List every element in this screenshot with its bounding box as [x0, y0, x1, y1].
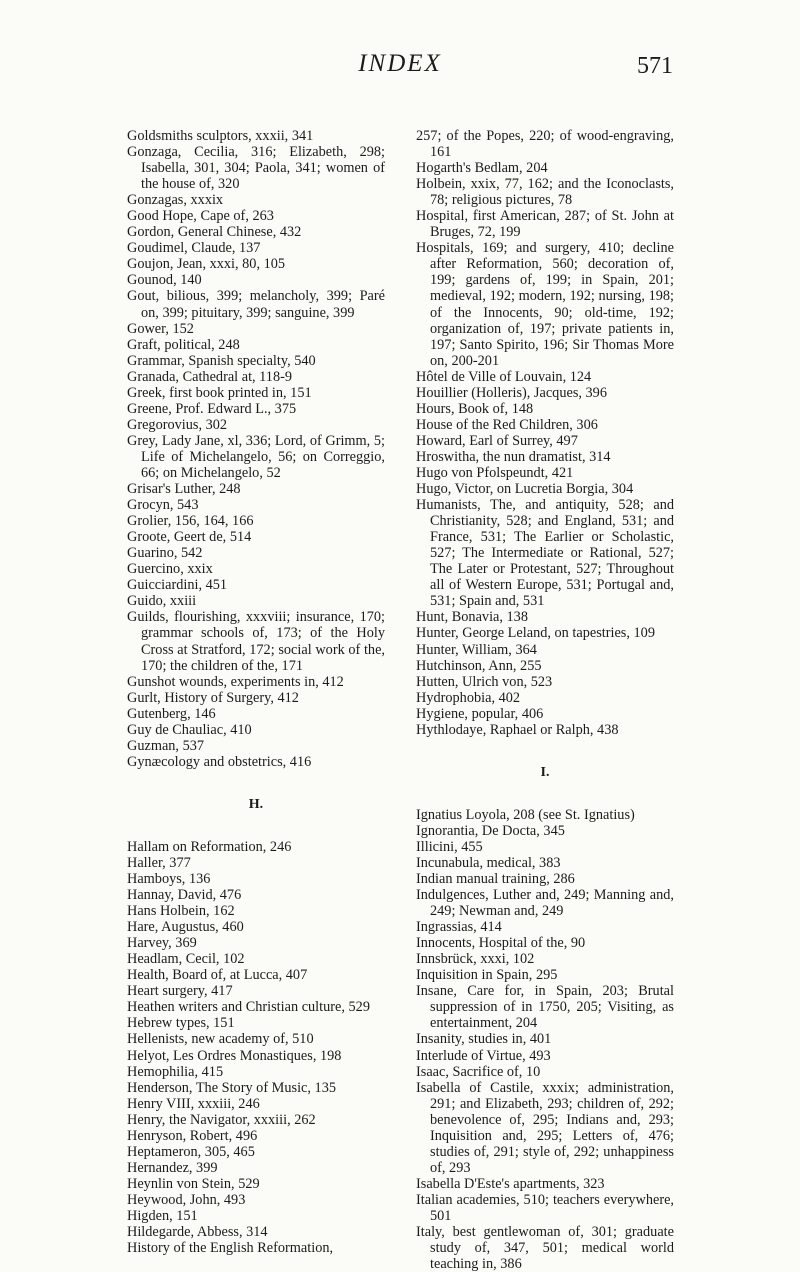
index-entry: Higden, 151: [127, 1208, 198, 1224]
index-entry: Hythlodaye, Raphael or Ralph, 438: [416, 721, 619, 738]
entry-list-g: [127, 128, 385, 770]
index-entry: Heptameron, 305, 465: [127, 1143, 255, 1160]
index-entry: Good Hope, Cape of, 263: [127, 208, 274, 225]
index-entry: Heynlin von Stein, 529: [127, 1175, 260, 1192]
index-entry: Greene, Prof. Edward L., 375: [127, 400, 297, 417]
index-entry: Hildegarde, Abbess, 314: [127, 1224, 268, 1241]
index-entry: Ignorantia, De Docta, 345: [416, 822, 565, 839]
index-entry: Hutten, Ulrich von, 523: [416, 673, 553, 690]
index-entry: Hunter, George Leland, on tapestries, 109: [416, 625, 655, 642]
index-entry: Innsbrück, xxxi, 102: [416, 951, 535, 968]
index-entry: Houillier (Holleris), Jacques, 396: [416, 384, 607, 401]
index-entry: Henry VIII, xxxiii, 246: [127, 1095, 260, 1112]
index-entry: Innocents, Hospital of the, 90: [416, 935, 586, 952]
index-entry: Henderson, The Story of Music, 135: [127, 1079, 337, 1096]
index-entry: Isaac, Sacrifice of, 10: [416, 1063, 541, 1080]
index-entry: Goudimel, Claude, 137: [127, 240, 261, 257]
index-entry: Gonzagas, xxxix: [127, 192, 224, 209]
index-entry: House of the Red Children, 306: [416, 416, 598, 433]
index-entry: Grocyn, 543: [127, 497, 199, 514]
index-entry: Indian manual training, 286: [416, 871, 575, 888]
index-entry: Guarino, 542: [127, 545, 203, 562]
index-entry: Grammar, Spanish specialty, 540: [127, 352, 316, 369]
index-entry: Guido, xxiii: [127, 593, 197, 610]
index-column-right: [416, 128, 674, 1272]
index-entry: Hans Holbein, 162: [127, 903, 235, 920]
index-entry: Helyot, Les Ordres Monastiques, 198: [127, 1047, 342, 1064]
entry-list-h: [127, 839, 385, 1256]
index-entry: Indulgences, Luther and, 249; Manning and, 249; Newman and, 249: [416, 887, 674, 920]
index-entry: Illicini, 455: [416, 838, 483, 855]
section-letter-i: I.: [540, 764, 550, 780]
index-entry: Hernandez, 399: [127, 1159, 218, 1176]
index-entry: Italy, best gentlewoman of, 301; graduate study of, 347, 501; medical world teaching in, 386: [416, 1224, 674, 1272]
index-entry: Grolier, 156, 164, 166: [127, 513, 254, 530]
index-entry: Granada, Cathedral at, 118-9: [127, 368, 293, 385]
index-entry: Gurlt, History of Surgery, 412: [127, 689, 299, 706]
index-entry: Interlude of Virtue, 493: [416, 1047, 551, 1064]
index-entry: Incunabula, medical, 383: [416, 854, 561, 871]
index-entry: Goujon, Jean, xxxi, 80, 105: [127, 256, 286, 273]
index-entry: Health, Board of, at Lucca, 407: [127, 967, 308, 984]
index-entry: Humanists, The, and antiquity, 528; and Christianity, 528; and England, 531; and France, 531; The Earlier or Scholastic, 527; The Intermediate or Rational, 527; The Later or Protestant, 527; Throughout all of Western Europe, 531; Portugal and, 531; Spain and, 531: [416, 497, 674, 610]
index-entry: Hannay, David, 476: [127, 887, 242, 904]
index-entry: Insanity, studies in, 401: [416, 1031, 552, 1048]
index-entry: Gower, 152: [127, 320, 194, 337]
index-entry: Guilds, flourishing, xxxviii; insurance, 170; grammar schools of, 173; of the Holy Cross at Stratford, 172; social work of the, 170; the children of the, 171: [127, 609, 385, 674]
index-entry: Guicciardini, 451: [127, 577, 228, 594]
index-entry: Gout, bilious, 399; melancholy, 399; Paré on, 399; pituitary, 399; sanguine, 399: [127, 288, 385, 321]
page-number: 571: [637, 53, 673, 79]
index-entry: Isabella D'Este's apartments, 323: [416, 1175, 605, 1192]
entry-list-i: [416, 807, 674, 1272]
section-letter-h: H.: [248, 796, 264, 812]
index-entry: 257; of the Popes, 220; of wood-engraving, 161: [416, 128, 674, 161]
running-head-title: INDEX: [358, 50, 442, 77]
index-entry: Henry, the Navigator, xxxiii, 262: [127, 1111, 316, 1128]
index-entry: Hutchinson, Ann, 255: [416, 657, 542, 674]
index-column-left: [127, 128, 385, 1256]
index-entry: Hospital, first American, 287; of St. John at Bruges, 72, 199: [416, 208, 674, 241]
index-entry: Hugo, Victor, on Lucretia Borgia, 304: [416, 481, 634, 498]
index-entry: Headlam, Cecil, 102: [127, 951, 245, 968]
index-entry: Holbein, xxix, 77, 162; and the Iconoclasts, 78; religious pictures, 78: [416, 176, 674, 209]
index-entry: Gunshot wounds, experiments in, 412: [127, 673, 344, 690]
index-entry: Grisar's Luther, 248: [127, 481, 241, 498]
index-entry: Hamboys, 136: [127, 871, 211, 888]
index-entry: Hunter, William, 364: [416, 641, 537, 658]
index-entry: Howard, Earl of Surrey, 497: [416, 432, 578, 449]
index-entry: Gordon, General Chinese, 432: [127, 224, 302, 241]
index-entry: Henryson, Robert, 496: [127, 1127, 258, 1144]
index-entry: Gregorovius, 302: [127, 416, 228, 433]
index-entry: Heywood, John, 493: [127, 1191, 246, 1208]
index-entry: Haller, 377: [127, 854, 191, 871]
index-entry: Italian academies, 510; teachers everywhere, 501: [416, 1191, 674, 1224]
index-entry: Gutenberg, 146: [127, 705, 216, 722]
index-entry: Graft, political, 248: [127, 336, 240, 353]
index-entry: Heathen writers and Christian culture, 529: [127, 999, 370, 1016]
index-entry: Hebrew types, 151: [127, 1015, 235, 1032]
index-entry: Hospitals, 169; and surgery, 410; decline after Reformation, 560; decoration of, 199; gardens of, 199; in Spain, 201; medieval, 192; modern, 192; nursing, 198; of the Innocents, 90; old-time, 192; organization of, 197; private patients in, 197; Santo Spirito, 196; Sir Thomas More on, 200-201: [416, 240, 674, 369]
index-entry: Hroswitha, the nun dramatist, 314: [416, 448, 611, 465]
index-entry: Hours, Book of, 148: [416, 400, 534, 417]
index-entry: Gounod, 140: [127, 272, 202, 289]
index-entry: Grey, Lady Jane, xl, 336; Lord, of Grimm, 5; Life of Michelangelo, 56; on Correggio, 66; on Michelangelo, 52: [127, 432, 385, 481]
index-entry: Guercino, xxix: [127, 561, 213, 578]
index-entry: Insane, Care for, in Spain, 203; Brutal suppression of in 1750, 205; Visiting, as entertainment, 204: [416, 983, 674, 1032]
index-entry: Greek, first book printed in, 151: [127, 384, 312, 401]
index-entry: Guy de Chauliac, 410: [127, 721, 252, 738]
index-entry: Hare, Augustus, 460: [127, 919, 244, 936]
index-entry: Hogarth's Bedlam, 204: [416, 160, 548, 177]
index-entry: Hydrophobia, 402: [416, 689, 521, 706]
index-entry: Heart surgery, 417: [127, 983, 233, 1000]
index-entry: Gonzaga, Cecilia, 316; Elizabeth, 298; Isabella, 301, 304; Paola, 341; women of the house of, 320: [127, 144, 385, 193]
index-entry: Hugo von Pfolspeundt, 421: [416, 464, 574, 481]
index-entry: Gynæcology and obstetrics, 416: [127, 753, 312, 770]
index-entry: Isabella of Castile, xxxix; administration, 291; and Elizabeth, 293; children of, 292; benevolence of, 295; Indians and, 293; Inquisition and, 295; Letters of, 476; studies of, 291; style of, 292; unhappiness of, 293: [416, 1079, 674, 1176]
entry-list-h-continued: [416, 128, 674, 738]
index-entry: Guzman, 537: [127, 737, 205, 754]
index-entry: Goldsmiths sculptors, xxxii, 341: [127, 128, 314, 144]
index-entry: Hellenists, new academy of, 510: [127, 1031, 314, 1048]
index-entry: History of the English Reformation,: [127, 1240, 334, 1257]
index-entry: Hygiene, popular, 406: [416, 705, 544, 722]
index-entry: Harvey, 369: [127, 935, 197, 952]
running-head: [0, 50, 800, 86]
index-entry: Groote, Geert de, 514: [127, 529, 252, 546]
index-entry: Inquisition in Spain, 295: [416, 967, 558, 984]
index-entry: Ingrassias, 414: [416, 919, 502, 936]
index-entry: Hallam on Reformation, 246: [127, 838, 292, 855]
index-entry: Hunt, Bonavia, 138: [416, 609, 528, 626]
index-entry: Hemophilia, 415: [127, 1063, 224, 1080]
index-entry: Hôtel de Ville of Louvain, 124: [416, 368, 592, 385]
index-entry: Ignatius Loyola, 208 (see St. Ignatius): [416, 806, 635, 823]
